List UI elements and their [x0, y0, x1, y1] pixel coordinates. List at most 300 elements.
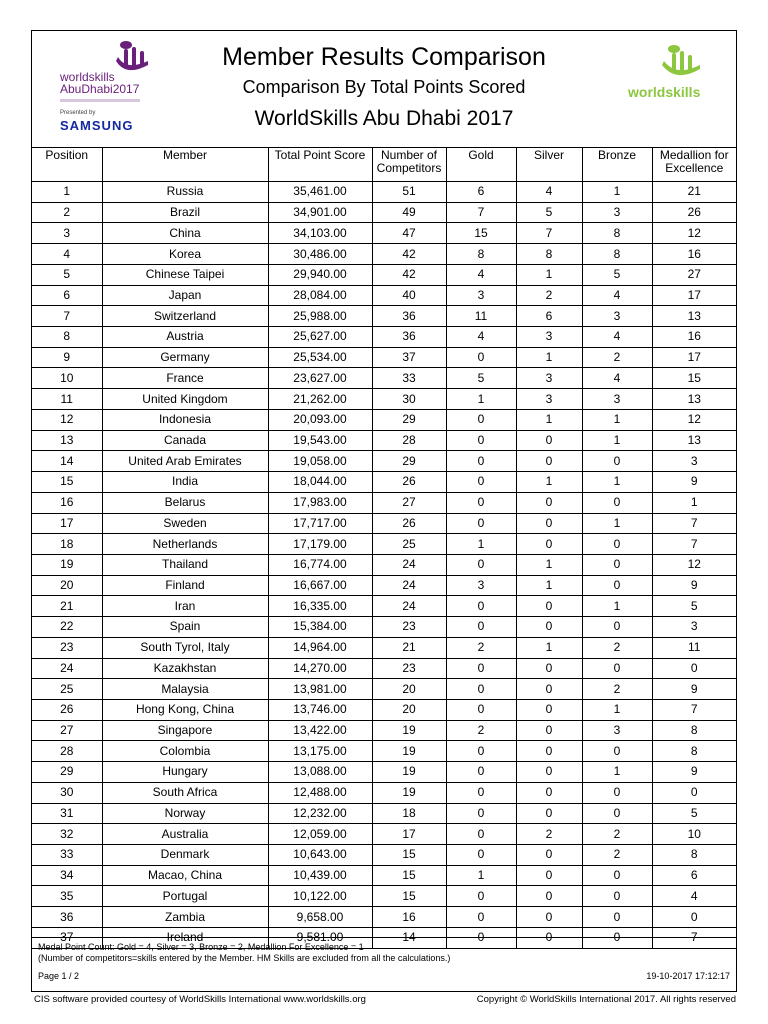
cell-member: Zambia — [102, 907, 268, 928]
table-row — [32, 534, 736, 555]
col-silver: Silver — [516, 147, 582, 182]
cell-bronze: 2 — [582, 845, 652, 866]
cell-medallion: 8 — [652, 741, 736, 762]
cell-position: 22 — [32, 617, 102, 638]
cell-silver: 1 — [516, 409, 582, 430]
cell-position: 9 — [32, 347, 102, 368]
cell-silver: 0 — [516, 720, 582, 741]
cell-position: 1 — [32, 182, 102, 203]
software-credit: CIS software provided courtesy of WorldSkills International www.worldskills.org — [34, 994, 366, 1005]
table-row — [32, 679, 736, 700]
cell-position: 33 — [32, 845, 102, 866]
cell-total-point-score: 10,439.00 — [268, 865, 372, 886]
cell-member: Switzerland — [102, 306, 268, 327]
cell-position: 20 — [32, 575, 102, 596]
cell-member: Ireland — [102, 927, 268, 948]
table-row — [32, 637, 736, 658]
cell-medallion: 9 — [652, 575, 736, 596]
cell-position: 35 — [32, 886, 102, 907]
cell-silver: 0 — [516, 699, 582, 720]
cell-medallion: 1 — [652, 492, 736, 513]
cell-member: Spain — [102, 617, 268, 638]
cell-medallion: 17 — [652, 347, 736, 368]
cell-gold: 0 — [446, 472, 516, 493]
cell-total-point-score: 14,270.00 — [268, 658, 372, 679]
medal-point-note: Medal Point Count: Gold = 4, Silver = 3, Bronze = 2, Medallion For Excellence = 1 — [38, 942, 364, 952]
cell-bronze: 0 — [582, 803, 652, 824]
table-row — [32, 244, 736, 265]
cell-medallion: 5 — [652, 803, 736, 824]
svg-text:SAMSUNG: SAMSUNG — [60, 118, 134, 133]
cell-gold: 0 — [446, 762, 516, 783]
cell-total-point-score: 25,534.00 — [268, 347, 372, 368]
cell-competitors: 24 — [372, 596, 446, 617]
cell-silver: 0 — [516, 907, 582, 928]
cell-member: Macao, China — [102, 865, 268, 886]
table-row — [32, 845, 736, 866]
cell-position: 29 — [32, 762, 102, 783]
cell-silver: 3 — [516, 389, 582, 410]
cell-silver: 0 — [516, 451, 582, 472]
cell-silver: 1 — [516, 637, 582, 658]
cell-position: 18 — [32, 534, 102, 555]
cell-position: 10 — [32, 368, 102, 389]
cell-position: 27 — [32, 720, 102, 741]
cell-competitors: 20 — [372, 699, 446, 720]
cell-bronze: 4 — [582, 327, 652, 348]
col-medallion: Medallion for Excellence — [652, 147, 736, 182]
table-row — [32, 658, 736, 679]
table-row — [32, 699, 736, 720]
cell-gold: 0 — [446, 658, 516, 679]
cell-gold: 2 — [446, 637, 516, 658]
cell-gold: 4 — [446, 327, 516, 348]
cell-gold: 0 — [446, 451, 516, 472]
cell-medallion: 21 — [652, 182, 736, 203]
cell-competitors: 37 — [372, 347, 446, 368]
cell-member: Germany — [102, 347, 268, 368]
cell-medallion: 15 — [652, 368, 736, 389]
cell-total-point-score: 34,901.00 — [268, 202, 372, 223]
table-row — [32, 865, 736, 886]
cell-total-point-score: 10,122.00 — [268, 886, 372, 907]
cell-member: Denmark — [102, 845, 268, 866]
cell-total-point-score: 18,044.00 — [268, 472, 372, 493]
cell-position: 24 — [32, 658, 102, 679]
table-row — [32, 347, 736, 368]
table-row — [32, 513, 736, 534]
cell-gold: 0 — [446, 741, 516, 762]
cell-member: South Africa — [102, 782, 268, 803]
cell-total-point-score: 15,384.00 — [268, 617, 372, 638]
table-row — [32, 741, 736, 762]
cell-bronze: 3 — [582, 202, 652, 223]
table-row — [32, 886, 736, 907]
cell-total-point-score: 20,093.00 — [268, 409, 372, 430]
cell-silver: 5 — [516, 202, 582, 223]
cell-silver: 8 — [516, 244, 582, 265]
cell-bronze: 1 — [582, 762, 652, 783]
col-member: Member — [102, 147, 268, 182]
cell-competitors: 17 — [372, 824, 446, 845]
cell-competitors: 16 — [372, 907, 446, 928]
cell-position: 31 — [32, 803, 102, 824]
cell-member: Chinese Taipei — [102, 264, 268, 285]
cell-competitors: 33 — [372, 368, 446, 389]
cell-silver: 1 — [516, 264, 582, 285]
cell-gold: 0 — [446, 907, 516, 928]
cell-silver: 3 — [516, 327, 582, 348]
cell-competitors: 15 — [372, 886, 446, 907]
cell-bronze: 0 — [582, 617, 652, 638]
cell-medallion: 6 — [652, 865, 736, 886]
cell-gold: 15 — [446, 223, 516, 244]
cell-member: China — [102, 223, 268, 244]
cell-member: Norway — [102, 803, 268, 824]
cell-member: Canada — [102, 430, 268, 451]
cell-bronze: 3 — [582, 720, 652, 741]
cell-silver: 0 — [516, 782, 582, 803]
cell-member: Iran — [102, 596, 268, 617]
cell-medallion: 13 — [652, 306, 736, 327]
svg-text:AbuDhabi2017: AbuDhabi2017 — [60, 82, 140, 96]
cell-position: 3 — [32, 223, 102, 244]
cell-silver: 0 — [516, 741, 582, 762]
cell-position: 15 — [32, 472, 102, 493]
table-row — [32, 617, 736, 638]
cell-gold: 7 — [446, 202, 516, 223]
cell-bronze: 0 — [582, 741, 652, 762]
cell-member: Portugal — [102, 886, 268, 907]
cell-competitors: 24 — [372, 554, 446, 575]
cell-total-point-score: 12,488.00 — [268, 782, 372, 803]
cell-gold: 0 — [446, 492, 516, 513]
cell-total-point-score: 25,988.00 — [268, 306, 372, 327]
cell-bronze: 1 — [582, 409, 652, 430]
cell-member: United Arab Emirates — [102, 451, 268, 472]
cell-bronze: 0 — [582, 907, 652, 928]
cell-total-point-score: 13,422.00 — [268, 720, 372, 741]
cell-gold: 0 — [446, 679, 516, 700]
cell-total-point-score: 9,658.00 — [268, 907, 372, 928]
cell-gold: 0 — [446, 699, 516, 720]
col-number-of-competitors: Number of Competitors — [372, 147, 446, 182]
header — [32, 31, 736, 148]
cell-silver: 2 — [516, 285, 582, 306]
cell-gold: 0 — [446, 824, 516, 845]
cell-gold: 2 — [446, 720, 516, 741]
cell-medallion: 3 — [652, 451, 736, 472]
cell-competitors: 20 — [372, 679, 446, 700]
cell-total-point-score: 12,232.00 — [268, 803, 372, 824]
cell-gold: 1 — [446, 534, 516, 555]
table-row — [32, 803, 736, 824]
cell-position: 6 — [32, 285, 102, 306]
cell-silver: 0 — [516, 513, 582, 534]
cell-member: Malaysia — [102, 679, 268, 700]
cell-member: United Kingdom — [102, 389, 268, 410]
page-title: Member Results Comparison — [222, 43, 546, 71]
cell-competitors: 27 — [372, 492, 446, 513]
cell-bronze: 0 — [582, 451, 652, 472]
table-row — [32, 596, 736, 617]
worldskills-logo — [624, 43, 708, 103]
cell-gold: 6 — [446, 182, 516, 203]
cell-competitors: 14 — [372, 927, 446, 948]
cell-position: 8 — [32, 327, 102, 348]
cell-medallion: 10 — [652, 824, 736, 845]
col-bronze: Bronze — [582, 147, 652, 182]
cell-total-point-score: 30,486.00 — [268, 244, 372, 265]
cell-total-point-score: 19,543.00 — [268, 430, 372, 451]
cell-medallion: 12 — [652, 554, 736, 575]
cell-silver: 4 — [516, 182, 582, 203]
cell-total-point-score: 13,981.00 — [268, 679, 372, 700]
cell-member: Sweden — [102, 513, 268, 534]
cell-total-point-score: 21,262.00 — [268, 389, 372, 410]
cell-member: Australia — [102, 824, 268, 845]
cell-medallion: 16 — [652, 244, 736, 265]
cell-member: Brazil — [102, 202, 268, 223]
cell-competitors: 15 — [372, 865, 446, 886]
cell-competitors: 36 — [372, 306, 446, 327]
cell-silver: 0 — [516, 845, 582, 866]
cell-competitors: 25 — [372, 534, 446, 555]
cell-gold: 0 — [446, 927, 516, 948]
table-row — [32, 554, 736, 575]
cell-medallion: 0 — [652, 658, 736, 679]
cell-bronze: 2 — [582, 824, 652, 845]
cell-competitors: 19 — [372, 782, 446, 803]
cell-position: 13 — [32, 430, 102, 451]
footer-notes — [32, 937, 736, 993]
cell-member: South Tyrol, Italy — [102, 637, 268, 658]
cell-bronze: 1 — [582, 513, 652, 534]
cell-member: Hungary — [102, 762, 268, 783]
table-row — [32, 306, 736, 327]
cell-total-point-score: 17,179.00 — [268, 534, 372, 555]
cell-position: 7 — [32, 306, 102, 327]
cell-total-point-score: 12,059.00 — [268, 824, 372, 845]
cell-competitors: 28 — [372, 430, 446, 451]
cell-bronze: 0 — [582, 782, 652, 803]
cell-position: 11 — [32, 389, 102, 410]
cell-member: France — [102, 368, 268, 389]
cell-gold: 0 — [446, 617, 516, 638]
cell-bronze: 0 — [582, 658, 652, 679]
cell-position: 36 — [32, 907, 102, 928]
svg-text:worldskills: worldskills — [628, 84, 701, 100]
cell-gold: 0 — [446, 845, 516, 866]
cell-silver: 7 — [516, 223, 582, 244]
cell-competitors: 40 — [372, 285, 446, 306]
cell-silver: 0 — [516, 534, 582, 555]
document-frame — [31, 30, 737, 992]
cell-bronze: 8 — [582, 244, 652, 265]
event-title: WorldSkills Abu Dhabi 2017 — [254, 107, 514, 130]
cell-medallion: 8 — [652, 720, 736, 741]
cell-medallion: 12 — [652, 409, 736, 430]
cell-silver: 0 — [516, 679, 582, 700]
timestamp: 19-10-2017 17:12:17 — [646, 971, 730, 981]
cell-total-point-score: 16,667.00 — [268, 575, 372, 596]
cell-total-point-score: 13,175.00 — [268, 741, 372, 762]
cell-medallion: 9 — [652, 679, 736, 700]
cell-gold: 0 — [446, 513, 516, 534]
cell-medallion: 17 — [652, 285, 736, 306]
cell-member: Colombia — [102, 741, 268, 762]
cell-gold: 11 — [446, 306, 516, 327]
cell-competitors: 36 — [372, 327, 446, 348]
table-row — [32, 575, 736, 596]
cell-medallion: 7 — [652, 927, 736, 948]
cell-competitors: 19 — [372, 762, 446, 783]
table-row — [32, 782, 736, 803]
cell-bronze: 4 — [582, 285, 652, 306]
cell-gold: 8 — [446, 244, 516, 265]
cell-medallion: 7 — [652, 513, 736, 534]
cell-bronze: 3 — [582, 389, 652, 410]
table-row — [32, 368, 736, 389]
cell-gold: 1 — [446, 865, 516, 886]
cell-silver: 1 — [516, 472, 582, 493]
cell-competitors: 15 — [372, 845, 446, 866]
cell-silver: 0 — [516, 617, 582, 638]
cell-total-point-score: 13,088.00 — [268, 762, 372, 783]
table-row — [32, 907, 736, 928]
cell-total-point-score: 14,964.00 — [268, 637, 372, 658]
table-header-row — [32, 147, 736, 182]
cell-position: 12 — [32, 409, 102, 430]
table-row — [32, 202, 736, 223]
cell-member: Belarus — [102, 492, 268, 513]
cell-total-point-score: 28,084.00 — [268, 285, 372, 306]
cell-silver: 0 — [516, 596, 582, 617]
cell-bronze: 5 — [582, 264, 652, 285]
cell-position: 37 — [32, 927, 102, 948]
table-row — [32, 389, 736, 410]
cell-medallion: 7 — [652, 534, 736, 555]
col-gold: Gold — [446, 147, 516, 182]
cell-medallion: 27 — [652, 264, 736, 285]
cell-bronze: 0 — [582, 492, 652, 513]
cell-bronze: 1 — [582, 596, 652, 617]
cell-total-point-score: 17,983.00 — [268, 492, 372, 513]
cell-position: 26 — [32, 699, 102, 720]
cell-medallion: 16 — [652, 327, 736, 348]
cell-gold: 0 — [446, 886, 516, 907]
table-row — [32, 264, 736, 285]
cell-member: Austria — [102, 327, 268, 348]
cell-competitors: 23 — [372, 617, 446, 638]
cell-competitors: 47 — [372, 223, 446, 244]
cell-total-point-score: 13,746.00 — [268, 699, 372, 720]
cell-medallion: 26 — [652, 202, 736, 223]
cell-bronze: 2 — [582, 637, 652, 658]
cell-gold: 1 — [446, 389, 516, 410]
svg-text:worldskills: worldskills — [60, 70, 115, 84]
cell-position: 23 — [32, 637, 102, 658]
results-table — [32, 147, 736, 949]
copyright: Copyright © WorldSkills International 2017. All rights reserved — [476, 994, 736, 1005]
cell-position: 2 — [32, 202, 102, 223]
cell-medallion: 13 — [652, 430, 736, 451]
cell-gold: 0 — [446, 596, 516, 617]
cell-position: 30 — [32, 782, 102, 803]
cell-gold: 4 — [446, 264, 516, 285]
cell-gold: 3 — [446, 285, 516, 306]
col-position: Position — [32, 147, 102, 182]
cell-medallion: 8 — [652, 845, 736, 866]
cell-silver: 0 — [516, 886, 582, 907]
cell-position: 17 — [32, 513, 102, 534]
cell-competitors: 51 — [372, 182, 446, 203]
cell-competitors: 18 — [372, 803, 446, 824]
cell-gold: 0 — [446, 347, 516, 368]
cell-silver: 6 — [516, 306, 582, 327]
page-number: Page 1 / 2 — [38, 971, 80, 981]
cell-silver: 1 — [516, 575, 582, 596]
table-row — [32, 327, 736, 348]
cell-position: 19 — [32, 554, 102, 575]
cell-competitors: 29 — [372, 451, 446, 472]
cell-medallion: 12 — [652, 223, 736, 244]
cell-total-point-score: 35,461.00 — [268, 182, 372, 203]
cell-silver: 0 — [516, 430, 582, 451]
cell-gold: 5 — [446, 368, 516, 389]
cell-bronze: 2 — [582, 679, 652, 700]
cell-medallion: 9 — [652, 472, 736, 493]
cell-medallion: 5 — [652, 596, 736, 617]
table-row — [32, 409, 736, 430]
cell-gold: 0 — [446, 782, 516, 803]
cell-competitors: 29 — [372, 409, 446, 430]
cell-silver: 2 — [516, 824, 582, 845]
cell-position: 16 — [32, 492, 102, 513]
cell-silver: 1 — [516, 347, 582, 368]
cell-gold: 0 — [446, 409, 516, 430]
cell-bronze: 0 — [582, 865, 652, 886]
cell-silver: 0 — [516, 658, 582, 679]
cell-position: 28 — [32, 741, 102, 762]
svg-text:Presented by: Presented by — [60, 110, 96, 116]
cell-total-point-score: 17,717.00 — [268, 513, 372, 534]
cell-position: 5 — [32, 264, 102, 285]
cell-member: Hong Kong, China — [102, 699, 268, 720]
cell-total-point-score: 23,627.00 — [268, 368, 372, 389]
cell-competitors: 42 — [372, 244, 446, 265]
cell-competitors: 23 — [372, 658, 446, 679]
cell-gold: 0 — [446, 430, 516, 451]
cell-medallion: 3 — [652, 617, 736, 638]
cell-bronze: 1 — [582, 430, 652, 451]
cell-silver: 0 — [516, 492, 582, 513]
cell-total-point-score: 9,581.00 — [268, 927, 372, 948]
cell-gold: 3 — [446, 575, 516, 596]
cell-total-point-score: 10,643.00 — [268, 845, 372, 866]
cell-bronze: 0 — [582, 554, 652, 575]
cell-member: Thailand — [102, 554, 268, 575]
cell-total-point-score: 34,103.00 — [268, 223, 372, 244]
cell-bronze: 0 — [582, 575, 652, 596]
cell-medallion: 0 — [652, 907, 736, 928]
cell-medallion: 4 — [652, 886, 736, 907]
cell-bronze: 8 — [582, 223, 652, 244]
table-row — [32, 430, 736, 451]
cell-bronze: 2 — [582, 347, 652, 368]
cell-position: 4 — [32, 244, 102, 265]
cell-total-point-score: 16,774.00 — [268, 554, 372, 575]
